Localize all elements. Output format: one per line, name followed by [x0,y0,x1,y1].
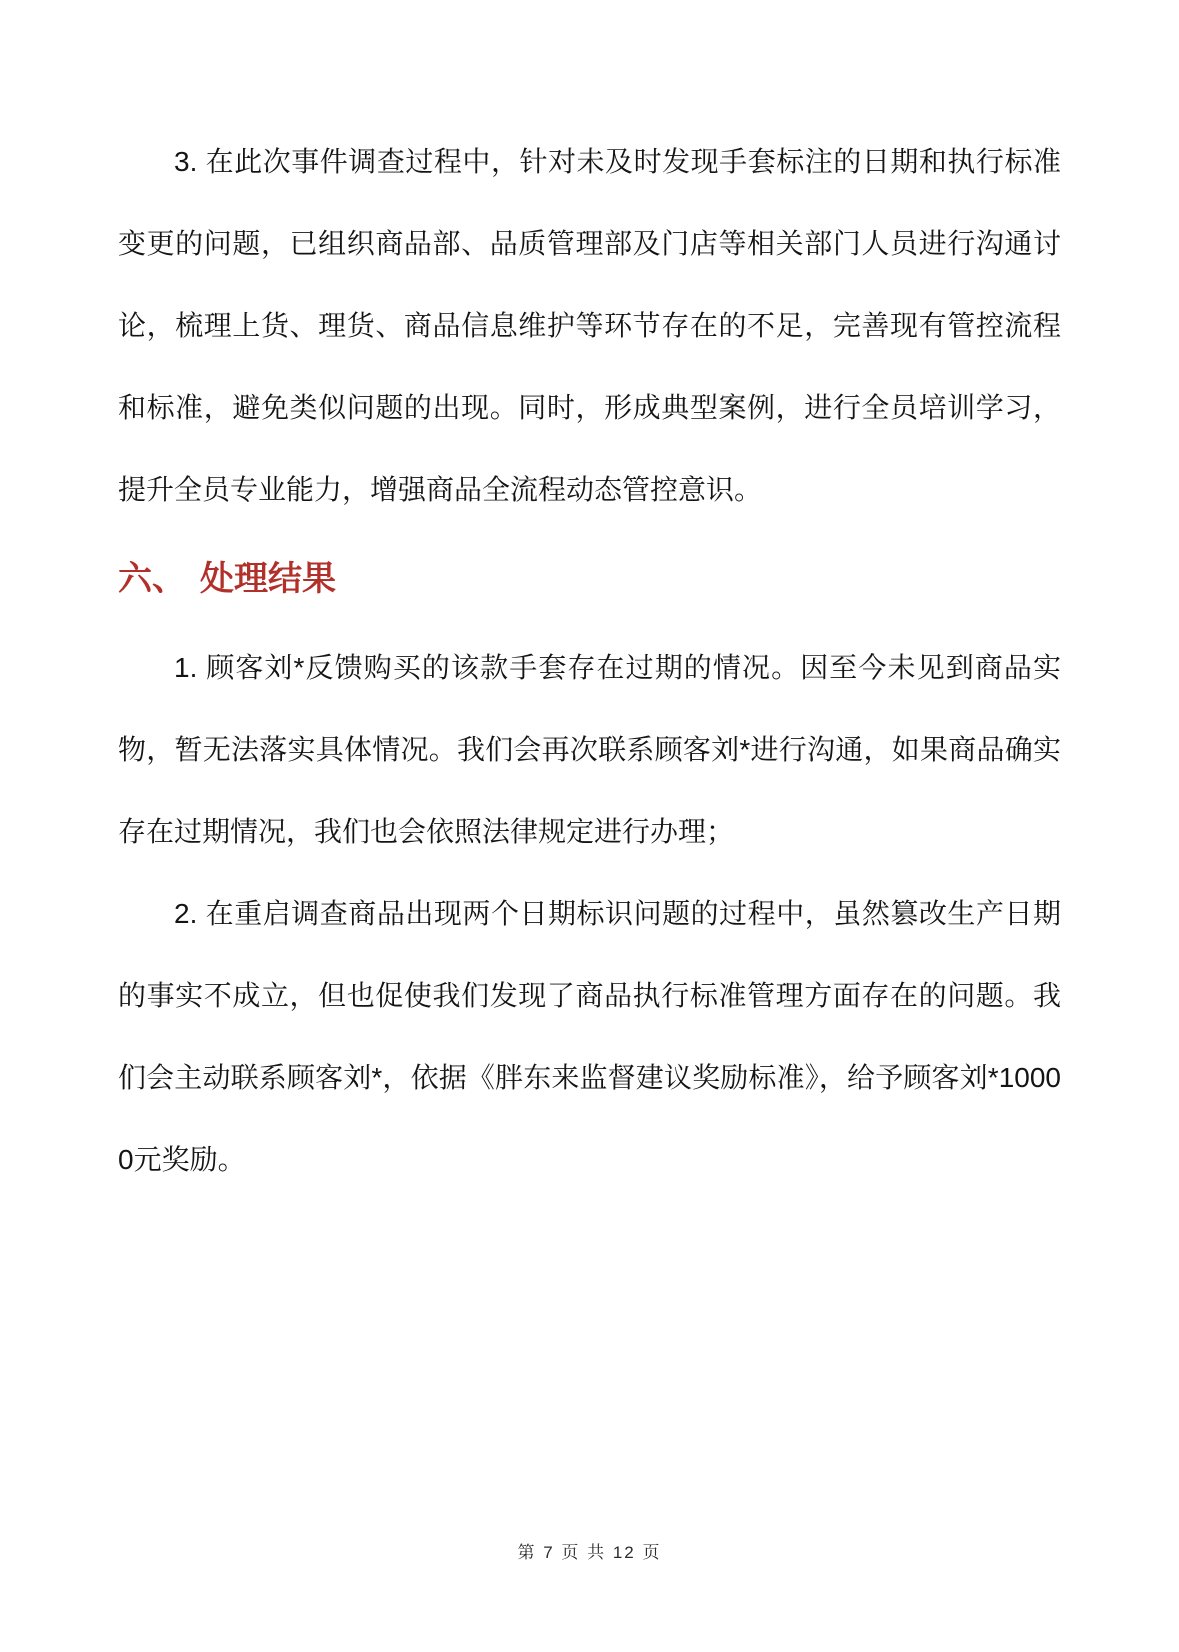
paragraph-result-2: 2. 在重启调查商品出现两个日期标识问题的过程中，虽然篡改生产日期的事实不成立，但也促使我们发现了商品执行标准管理方面存在的问题。我们会主动联系顾客刘*，依据《胖东来监督建议奖励标准》，给予顾客刘*10000元奖励。 [118,898,1061,1175]
paragraph-result-1: 1. 顾客刘*反馈购买的该款手套存在过期的情况。因至今未见到商品实物，暂无法落实具体情况。我们会再次联系顾客刘*进行沟通，如果商品确实存在过期情况，我们也会依照法律规定进行办理； [118,652,1061,847]
page-number-footer: 第 7 页 共 12 页 [517,1543,662,1562]
section-heading [118,531,1061,627]
section-heading-number: 六、 [118,560,186,598]
section-heading-title: 处理结果 [200,560,336,598]
document-body [118,121,1061,1201]
paragraph-item-3: 3. 在此次事件调查过程中，针对未及时发现手套标注的日期和执行标准变更的问题，已组织商品部、品质管理部及门店等相关部门人员进行沟通讨论，梳理上货、理货、商品信息维护等环节存在的不足，完善现有管控流程和标准，避免类似问题的出现。同时，形成典型案例，进行全员培训学习，提升全员专业能力，增强商品全流程动态管控意识。 [118,146,1061,505]
